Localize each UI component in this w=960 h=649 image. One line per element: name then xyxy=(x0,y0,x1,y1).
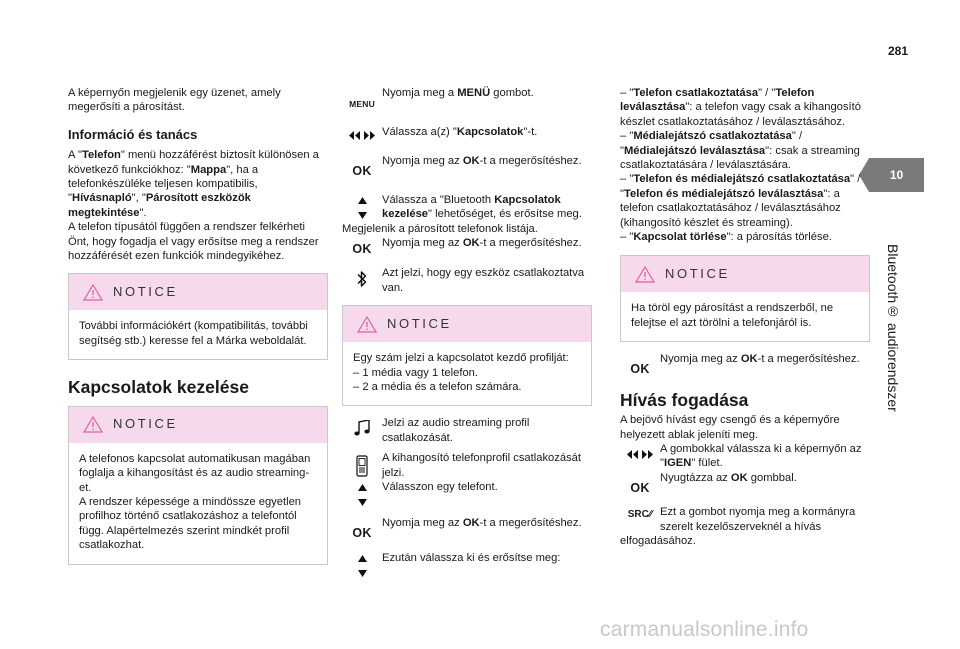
option-item: – "Kapcsolat törlése": a párosítás törlése. xyxy=(620,231,832,244)
ok-button-icon: OK xyxy=(352,526,372,541)
step-text: Nyomja meg a MENÜ gombot. xyxy=(382,87,534,99)
notice-list-item: – 1 média vagy 1 telefon. xyxy=(353,366,479,379)
notice-paragraph: A rendszer képessége a mindössze egyetlen profilhoz történő csatlakozáshoz a telefontól függ. Alapértelmezés szerint mindkét profil csatlakozhat. xyxy=(79,495,302,552)
notice-body: További információkért (kompatibilitás, további segítség stb.) keresse fel a Márka weboldalát. xyxy=(79,320,308,347)
step-row xyxy=(342,266,592,295)
step-row xyxy=(342,551,592,577)
chapter-title xyxy=(883,244,903,414)
column-1 xyxy=(68,86,328,565)
option-item: – "Telefon csatlakoztatása" / "Telefon leválasztása": a telefon vagy csak a kihangosító készlet csatlakoztatásához / leválasztásához. xyxy=(620,87,861,128)
section-heading: Hívás fogadása xyxy=(620,389,749,410)
notice-header xyxy=(343,306,591,342)
call-step-tail: elfogadásához. xyxy=(620,534,696,547)
option-item: – "Médialejátszó csatlakoztatása" / "Médialejátszó leválasztása": csak a streaming csatlakoztatására / leválasztására. xyxy=(620,130,860,172)
notice-box xyxy=(68,273,328,360)
step-text: Válasszon egy telefont. xyxy=(382,481,498,494)
notice-body: Ha töröl egy párosítást a rendszerből, ne felejtse el azt törölni a telefonjáról is. xyxy=(631,302,834,329)
section-heading: Kapcsolatok kezelése xyxy=(68,377,249,398)
call-paragraph: A bejövő hívást egy csengő és a képernyőre helyezett ablak jeleníti meg. xyxy=(620,414,840,441)
step-row xyxy=(620,352,870,376)
step-text: Ezt a gombot nyomja meg a kormányra szerelt kezelőszerveknél a hívás xyxy=(660,506,856,533)
step-text: Nyomja meg az OK-t a megerősítéshez. xyxy=(660,353,860,366)
option-item: – "Telefon és médialejátszó csatlakoztatása" / "Telefon és médialejátszó leválasztása": a telefon csatlakoztatásához / leválasztásához (kihangosító készlet és streaming). xyxy=(620,173,861,229)
up-down-arrows-icon xyxy=(342,193,382,219)
notice-header xyxy=(69,407,327,443)
bluetooth-icon xyxy=(342,266,382,288)
warning-triangle-icon xyxy=(83,284,103,301)
ok-button-icon: OK xyxy=(630,362,650,377)
notice-body xyxy=(69,443,327,564)
step-text: Nyomja meg az OK-t a megerősítéshez. xyxy=(382,517,582,530)
warning-triangle-icon xyxy=(635,266,655,283)
info-heading: Információ és tanács xyxy=(68,126,198,142)
menu-button-icon: MENU xyxy=(349,99,375,109)
intro-text: A képernyőn megjelenik egy üzenet, amely megerősíti a párosítást. xyxy=(68,87,281,114)
up-down-arrows-icon xyxy=(342,480,382,506)
step-row xyxy=(342,125,592,140)
column-2 xyxy=(342,86,592,577)
notice-body xyxy=(343,342,591,405)
notice-box xyxy=(342,305,592,406)
step-text: Azt jelzi, hogy egy eszköz csatlakoztatva van. xyxy=(382,267,585,294)
step-row xyxy=(342,154,592,178)
step-text: A gombokkal válassza ki a képernyőn az "IGEN" fület. xyxy=(660,442,862,470)
list-shown-text: Megjelenik a párosított telefonok listája. xyxy=(342,222,538,235)
notice-title: NOTICE xyxy=(113,284,178,300)
info-paragraph-2: A telefon típusától függően a rendszer felkérheti Önt, hogy fogadja el vagy erősítse meg a rendszer hozzáférését ezen funkciók mindegyikéhez. xyxy=(68,221,319,263)
left-right-arrows-icon xyxy=(620,442,660,459)
warning-triangle-icon xyxy=(83,416,103,433)
step-text: Nyugtázza az OK gombbal. xyxy=(660,471,797,484)
notice-header xyxy=(69,274,327,310)
left-right-arrows-icon xyxy=(342,125,382,140)
notice-paragraph: Egy szám jelzi a kapcsolatot kezdő profilját: xyxy=(353,352,569,365)
phone-icon xyxy=(342,451,382,477)
step-text: Nyomja meg az OK-t a megerősítéshez. xyxy=(382,237,582,250)
step-row xyxy=(620,471,870,495)
music-note-icon xyxy=(342,416,382,437)
warning-triangle-icon xyxy=(357,316,377,333)
src-phone-button-icon: SRC ∕∕ xyxy=(627,509,653,521)
step-text: Válassza a(z) "Kapcsolatok"-t. xyxy=(382,126,538,139)
notice-list-item: – 2 a média és a telefon számára. xyxy=(353,381,522,394)
chapter-title-text: Bluetooth® audiorendszer xyxy=(885,244,901,412)
step-row xyxy=(342,416,592,445)
ok-button-icon: OK xyxy=(352,164,372,179)
notice-title: NOTICE xyxy=(113,416,178,432)
ok-button-icon: OK xyxy=(630,480,650,495)
step-row xyxy=(342,193,592,222)
step-row xyxy=(342,86,592,111)
step-text: Ezután válassza ki és erősítse meg: xyxy=(382,551,561,564)
step-row xyxy=(620,505,870,534)
step-text: Válassza a "Bluetooth Kapcsolatok kezelése" lehetőséget, és erősítse meg. xyxy=(382,193,582,221)
column-3 xyxy=(620,86,870,548)
step-row xyxy=(620,442,870,471)
notice-title: NOTICE xyxy=(387,316,452,332)
chapter-tab: 10 xyxy=(869,158,924,192)
ok-button-icon: OK xyxy=(352,242,372,257)
watermark: carmanualsonline.info xyxy=(600,618,809,641)
step-text: A kihangosító telefonprofil csatlakozását jelzi. xyxy=(382,452,582,479)
step-text: Jelzi az audio streaming profil csatlakozását. xyxy=(382,417,530,444)
info-paragraph-1: A "Telefon" menü hozzáférést biztosít különösen a következő funkciókhoz: "Mappa", ha a telefonkészüléke teljesen kompatibilis, "Hívásnapló", "Párosított eszközök megtekintése". xyxy=(68,149,319,219)
step-row xyxy=(342,516,592,540)
step-row xyxy=(342,451,592,480)
notice-box xyxy=(68,406,328,565)
page-number: 281 xyxy=(888,44,909,58)
step-text: Nyomja meg az OK-t a megerősítéshez. xyxy=(382,155,582,168)
notice-paragraph: A telefonos kapcsolat automatikusan magában foglalja a kihangosítást és az audio streaming-et. xyxy=(79,452,311,494)
step-row xyxy=(342,480,592,506)
notice-header xyxy=(621,256,869,292)
notice-box xyxy=(620,255,870,342)
notice-title: NOTICE xyxy=(665,266,730,282)
step-row xyxy=(342,236,592,256)
up-down-arrows-icon xyxy=(342,551,382,577)
